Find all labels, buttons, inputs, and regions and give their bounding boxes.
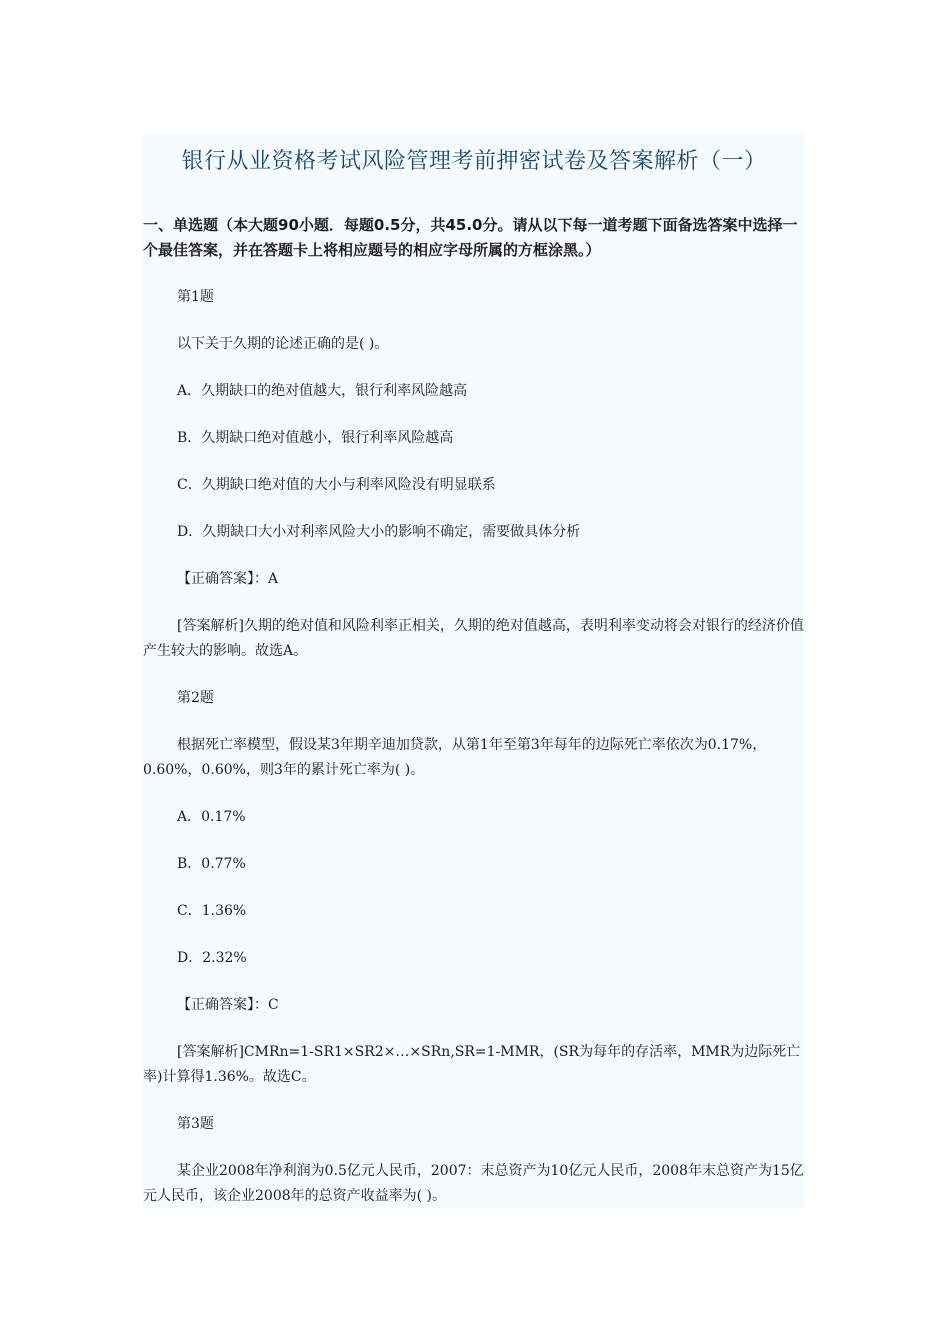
question-label: 第1题	[177, 289, 214, 305]
option-a: A．久期缺口的绝对值越大，银行利率风险越高	[177, 383, 468, 399]
section-heading: 一、单选题（本大题90小题．每题0.5分，共45.0分。请从以下每一道考题下面备选答案中选择一个最佳答案，并在答题卡上将相应题号的相应字母所属的方框涂黑。）	[143, 216, 798, 259]
option-c: C．久期缺口绝对值的大小与利率风险没有明显联系	[177, 477, 496, 493]
answer-analysis: [答案解析]CMRn=1-SR1×SR2×…×SRn,SR=1-MMR，(SR为每年的存活率，MMR为边际死亡率)计算得1.36%。故选C。	[143, 1044, 801, 1085]
answer-analysis: [答案解析]久期的绝对值和风险利率正相关，久期的绝对值越高，表明利率变动将会对银行的经济价值产生较大的影响。故选A。	[143, 618, 804, 659]
question-stem: 某企业2008年净利润为0.5亿元人民币，2007：末总资产为10亿元人民币，2008年末总资产为15亿元人民币，该企业2008年的总资产收益率为( )。	[143, 1163, 804, 1204]
option-d: D．2.32%	[177, 950, 247, 966]
question-2	[143, 686, 805, 1090]
question-3	[143, 1112, 805, 1208]
option-d: D．久期缺口大小对利率风险大小的影响不确定，需要做具体分析	[177, 524, 581, 540]
question-stem: 根据死亡率模型，假设某3年期辛迪加贷款，从第1年至第3年每年的边际死亡率依次为0.17%，0.60%，0.60%，则3年的累计死亡率为( )。	[143, 737, 767, 778]
question-1	[143, 285, 805, 664]
page-title: 银行从业资格考试风险管理考前押密试卷及答案解析（一）	[181, 149, 767, 174]
correct-answer: 【正确答案】：C	[177, 997, 279, 1013]
question-stem: 以下关于久期的论述正确的是( )。	[177, 336, 389, 352]
document-panel	[143, 133, 805, 1208]
correct-answer: 【正确答案】：A	[177, 571, 279, 587]
option-c: C．1.36%	[177, 903, 247, 919]
question-label: 第3题	[177, 1116, 214, 1132]
option-b: B．0.77%	[177, 856, 246, 872]
option-a: A．0.17%	[177, 809, 246, 825]
question-label: 第2题	[177, 690, 214, 706]
option-b: B．久期缺口绝对值越小，银行利率风险越高	[177, 430, 454, 446]
